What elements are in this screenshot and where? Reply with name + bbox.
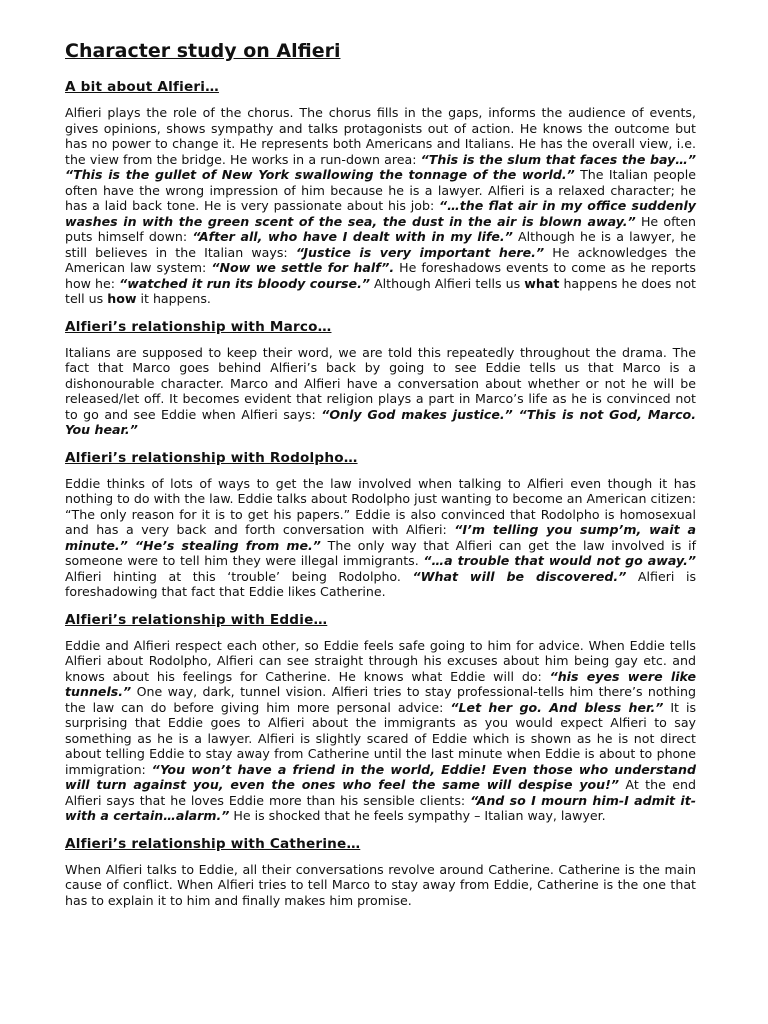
quote-text: “And so I mourn him-I admit it-with a certain…alarm.”: [65, 792, 696, 823]
quote-text: “After all, who have I dealt with in my life.”: [192, 229, 513, 244]
section-paragraph: [65, 862, 696, 909]
section-paragraph: [65, 476, 696, 600]
section-heading: Alfieri’s relationship with Marco…: [65, 318, 332, 335]
quote-text: “This is the slum that faces the bay…” “This is the gullet of New York swallowing the tonnage of the world.”: [65, 151, 696, 182]
body-text: Alfieri plays the role of the chorus. The chorus fills in the gaps, informs the audience of events, gives opinions, shows sympathy and talks protagonists out of action. He knows the outcome but has no power to change it. He represents both Americans and Italians. He has the overall view, i.e. the view from the bridge. He works in a run-down area:: [65, 105, 696, 167]
section-heading: A bit about Alfieri…: [65, 79, 219, 95]
body-text: Alfieri hinting at this ‘trouble’ being Rodolpho.: [65, 568, 413, 584]
quote-text: “I’m telling you sump’m, wait a minute.” “He’s stealing from me.”: [65, 522, 696, 553]
section-heading: Alfieri’s relationship with Eddie…: [65, 611, 328, 628]
section-paragraph: [65, 638, 696, 824]
body-text: It is surprising that Eddie goes to Alfieri about the immigrants as you would expect Alfieri to say something as he is a lawyer. Alfieri is slightly scared of Eddie which is shown as he is not direct about telling Eddie to stay away from Catherine until the last minute when Eddie is about to phone immigration:: [65, 699, 697, 777]
quote-text: “…the flat air in my office suddenly washes in with the green scent of the sea, the dust in the air is blown away.”: [65, 198, 696, 229]
quote-text: “watched it run its bloody course.”: [119, 275, 370, 291]
quote-text: “You won’t have a friend in the world, Eddie! Even those who understand will turn against you, even the ones who feel the same will despise you!”: [65, 761, 697, 792]
body-text: When Alfieri talks to Eddie, all their conversations revolve around Catherine. Catherine is the main cause of conflict. When Alfieri tries to tell Marco to stay away from Eddie, Catherine is the one that has to explain it to him and finally makes him promise.: [65, 861, 696, 908]
emphasis-text: what: [524, 275, 560, 291]
body-text: Alfieri is foreshadowing that fact that Eddie likes Catherine.: [65, 568, 697, 599]
quote-text: “his eyes were like tunnels.”: [65, 668, 696, 699]
body-text: He often puts himself down:: [65, 213, 697, 244]
quote-text: “Now we settle for half”.: [211, 260, 395, 275]
section-paragraph: [65, 105, 696, 307]
body-text: Although Alfieri tells us: [369, 275, 525, 291]
body-text: He acknowledges the American law system:: [65, 244, 696, 275]
body-text: Eddie and Alfieri respect each other, so Eddie feels safe going to him for advice. When Eddie tells Alfieri about Rodolpho, Alfieri can see straight through his excuses about him being gay etc. and knows about his feelings for Catherine. He knows what Eddie will do:: [65, 637, 696, 684]
body-text: Italians are supposed to keep their word, we are told this repeatedly throughout the drama. The fact that Marco goes behind Alfieri’s back by going to see Eddie tells us that Marco is a dishonourable character. Marco and Alfieri have a conversation about whether or not he will be released/let off. It becomes evident that religion plays a part in Marco’s life as he is convinced not to go and see Eddie when Alfieri says:: [65, 344, 696, 422]
body-text: One way, dark, tunnel vision. Alfieri tries to stay professional-tells him there’s nothing the law can do before giving him more personal advice:: [65, 684, 696, 715]
body-text: Although he is a lawyer, he still believes in the Italian ways:: [65, 229, 696, 260]
body-text: At the end Alfieri says that he loves Eddie more than his sensible clients:: [65, 777, 696, 808]
quote-text: “What will be discovered.”: [412, 568, 627, 584]
body-text: it happens.: [136, 291, 211, 306]
section-heading: Alfieri’s relationship with Rodolpho…: [65, 449, 358, 466]
body-text: He foreshadows events to come as he reports how he:: [65, 260, 696, 291]
quote-text: “Let her go. And bless her.”: [450, 699, 664, 715]
quote-text: “Justice is very important here.”: [295, 244, 545, 260]
body-text: He is shocked that he feels sympathy – Italian way, lawyer.: [229, 808, 606, 823]
section-paragraph: [65, 345, 696, 438]
document-body: [65, 78, 696, 908]
page-title: Character study on Alfieri: [65, 40, 341, 62]
body-text: happens he does not tell us: [65, 275, 696, 306]
quote-text: “…a trouble that would not go away.”: [423, 553, 696, 568]
body-text: The only way that Alfieri can get the law involved is if someone were to tell him they were illegal immigrants.: [65, 537, 696, 568]
emphasis-text: how: [107, 291, 137, 306]
body-text: Eddie thinks of lots of ways to get the law involved when talking to Alfieri even though it has nothing to do with the law. Eddie talks about Rodolpho just wanting to become an American citizen: “The only reason for it is to get his papers.” Eddie is also convinced that Rodolpho is homosexual and has a very back and forth conversation with Alfieri:: [65, 475, 696, 537]
quote-text: “Only God makes justice.” “This is not God, Marco. You hear.”: [65, 406, 696, 437]
body-text: The Italian people often have the wrong impression of him because he is a lawyer. Alfieri is a relaxed character; he has a laid back tone. He is very passionate about his job:: [65, 167, 696, 213]
section-heading: Alfieri’s relationship with Catherine…: [65, 835, 361, 852]
